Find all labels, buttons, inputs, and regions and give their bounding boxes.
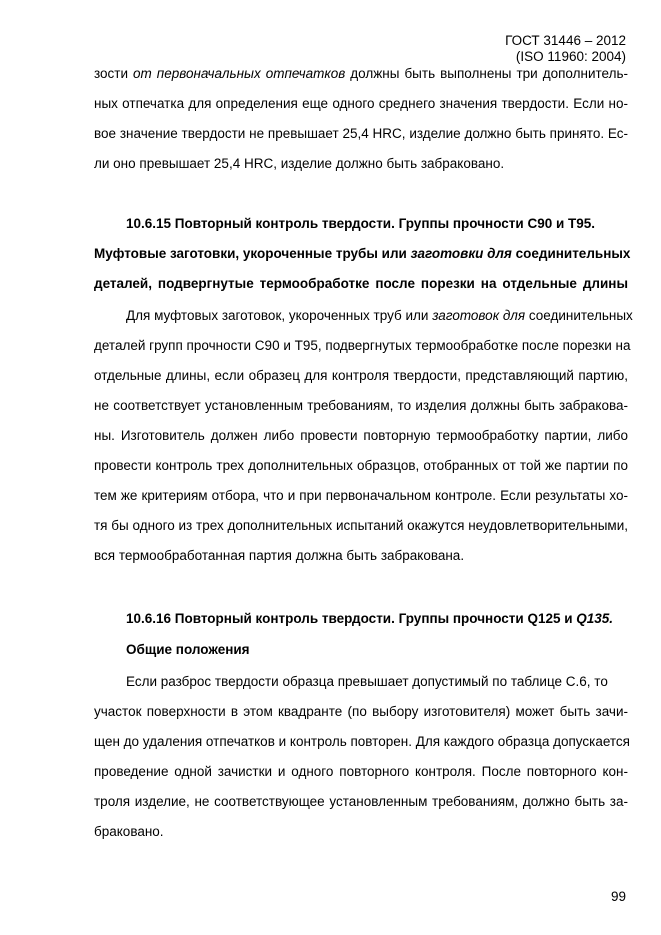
standard-code: ГОСТ 31446 – 2012 bbox=[505, 33, 626, 48]
paragraph-line: тя бы одного из трех дополнительных испытаний окажутся неудовлетворительными, bbox=[94, 518, 628, 533]
section-heading-line: Муфтовые заготовки, укороченные трубы или заготовки для соединительных bbox=[94, 246, 631, 261]
subsection-heading: Общие положения bbox=[126, 642, 250, 657]
section-10-6-15-heading: 10.6.15 Повторный контроль твердости. Группы прочности С90 и Т95. bbox=[126, 216, 596, 231]
document-header bbox=[505, 33, 626, 65]
paragraph-line: вое значение твердости не превышает 25,4 HRC, изделие должно быть принято. Ес- bbox=[94, 126, 628, 141]
paragraph-line: ных отпечатка для определения еще одного среднего значения твердости. Если но- bbox=[94, 96, 628, 111]
paragraph-line: участок поверхности в этом квадранте (по выбору изготовителя) может быть зачи- bbox=[94, 704, 628, 719]
paragraph-line: Для муфтовых заготовок, укороченных труб или заготовок для соединительных bbox=[126, 308, 633, 323]
paragraph-line: троля изделие, не соответствующее установленным требованиям, должно быть за- bbox=[94, 794, 628, 809]
iso-reference: (ISO 11960: 2004) bbox=[515, 49, 626, 64]
section-10-6-16-heading: 10.6.16 Повторный контроль твердости. Группы прочности Q125 и Q135. bbox=[126, 611, 614, 626]
paragraph-line: ны. Изготовитель должен либо провести повторную термообработку партии, либо bbox=[94, 428, 628, 443]
paragraph-line: отдельные длины, если образец для контроля твердости, представляющий партию, bbox=[94, 368, 628, 383]
paragraph-line: тем же критериям отбора, что и при первоначальном контроле. Если результаты хо- bbox=[94, 488, 628, 503]
paragraph-line: Если разброс твердости образца превышает допустимый по таблице С.6, то bbox=[126, 674, 608, 689]
paragraph-line: не соответствует установленным требованиям, то изделия должны быть забракова- bbox=[94, 398, 628, 413]
page-number: 99 bbox=[610, 889, 626, 904]
paragraph-line: вся термообработанная партия должна быть забракована. bbox=[94, 548, 465, 563]
paragraph-line: деталей групп прочности С90 и Т95, подвергнутых термообработке после порезки на bbox=[94, 338, 631, 353]
paragraph-line: провести контроль трех дополнительных образцов, отобранных от той же партии по bbox=[94, 458, 628, 473]
section-heading-line: деталей, подвергнутые термообработке после порезки на отдельные длины bbox=[94, 276, 628, 291]
paragraph-line: ли оно превышает 25,4 HRC, изделие должно быть забраковано. bbox=[94, 156, 505, 171]
paragraph-line: проведение одной зачистки и одного повторного контроля. После повторного кон- bbox=[94, 764, 628, 779]
paragraph-line: зости от первоначальных отпечатков должны быть выполнены три дополнитель- bbox=[94, 66, 629, 81]
paragraph-line: щен до удаления отпечатков и контроль повторен. Для каждого образца допускается bbox=[94, 734, 630, 749]
paragraph-line: браковано. bbox=[94, 824, 164, 839]
